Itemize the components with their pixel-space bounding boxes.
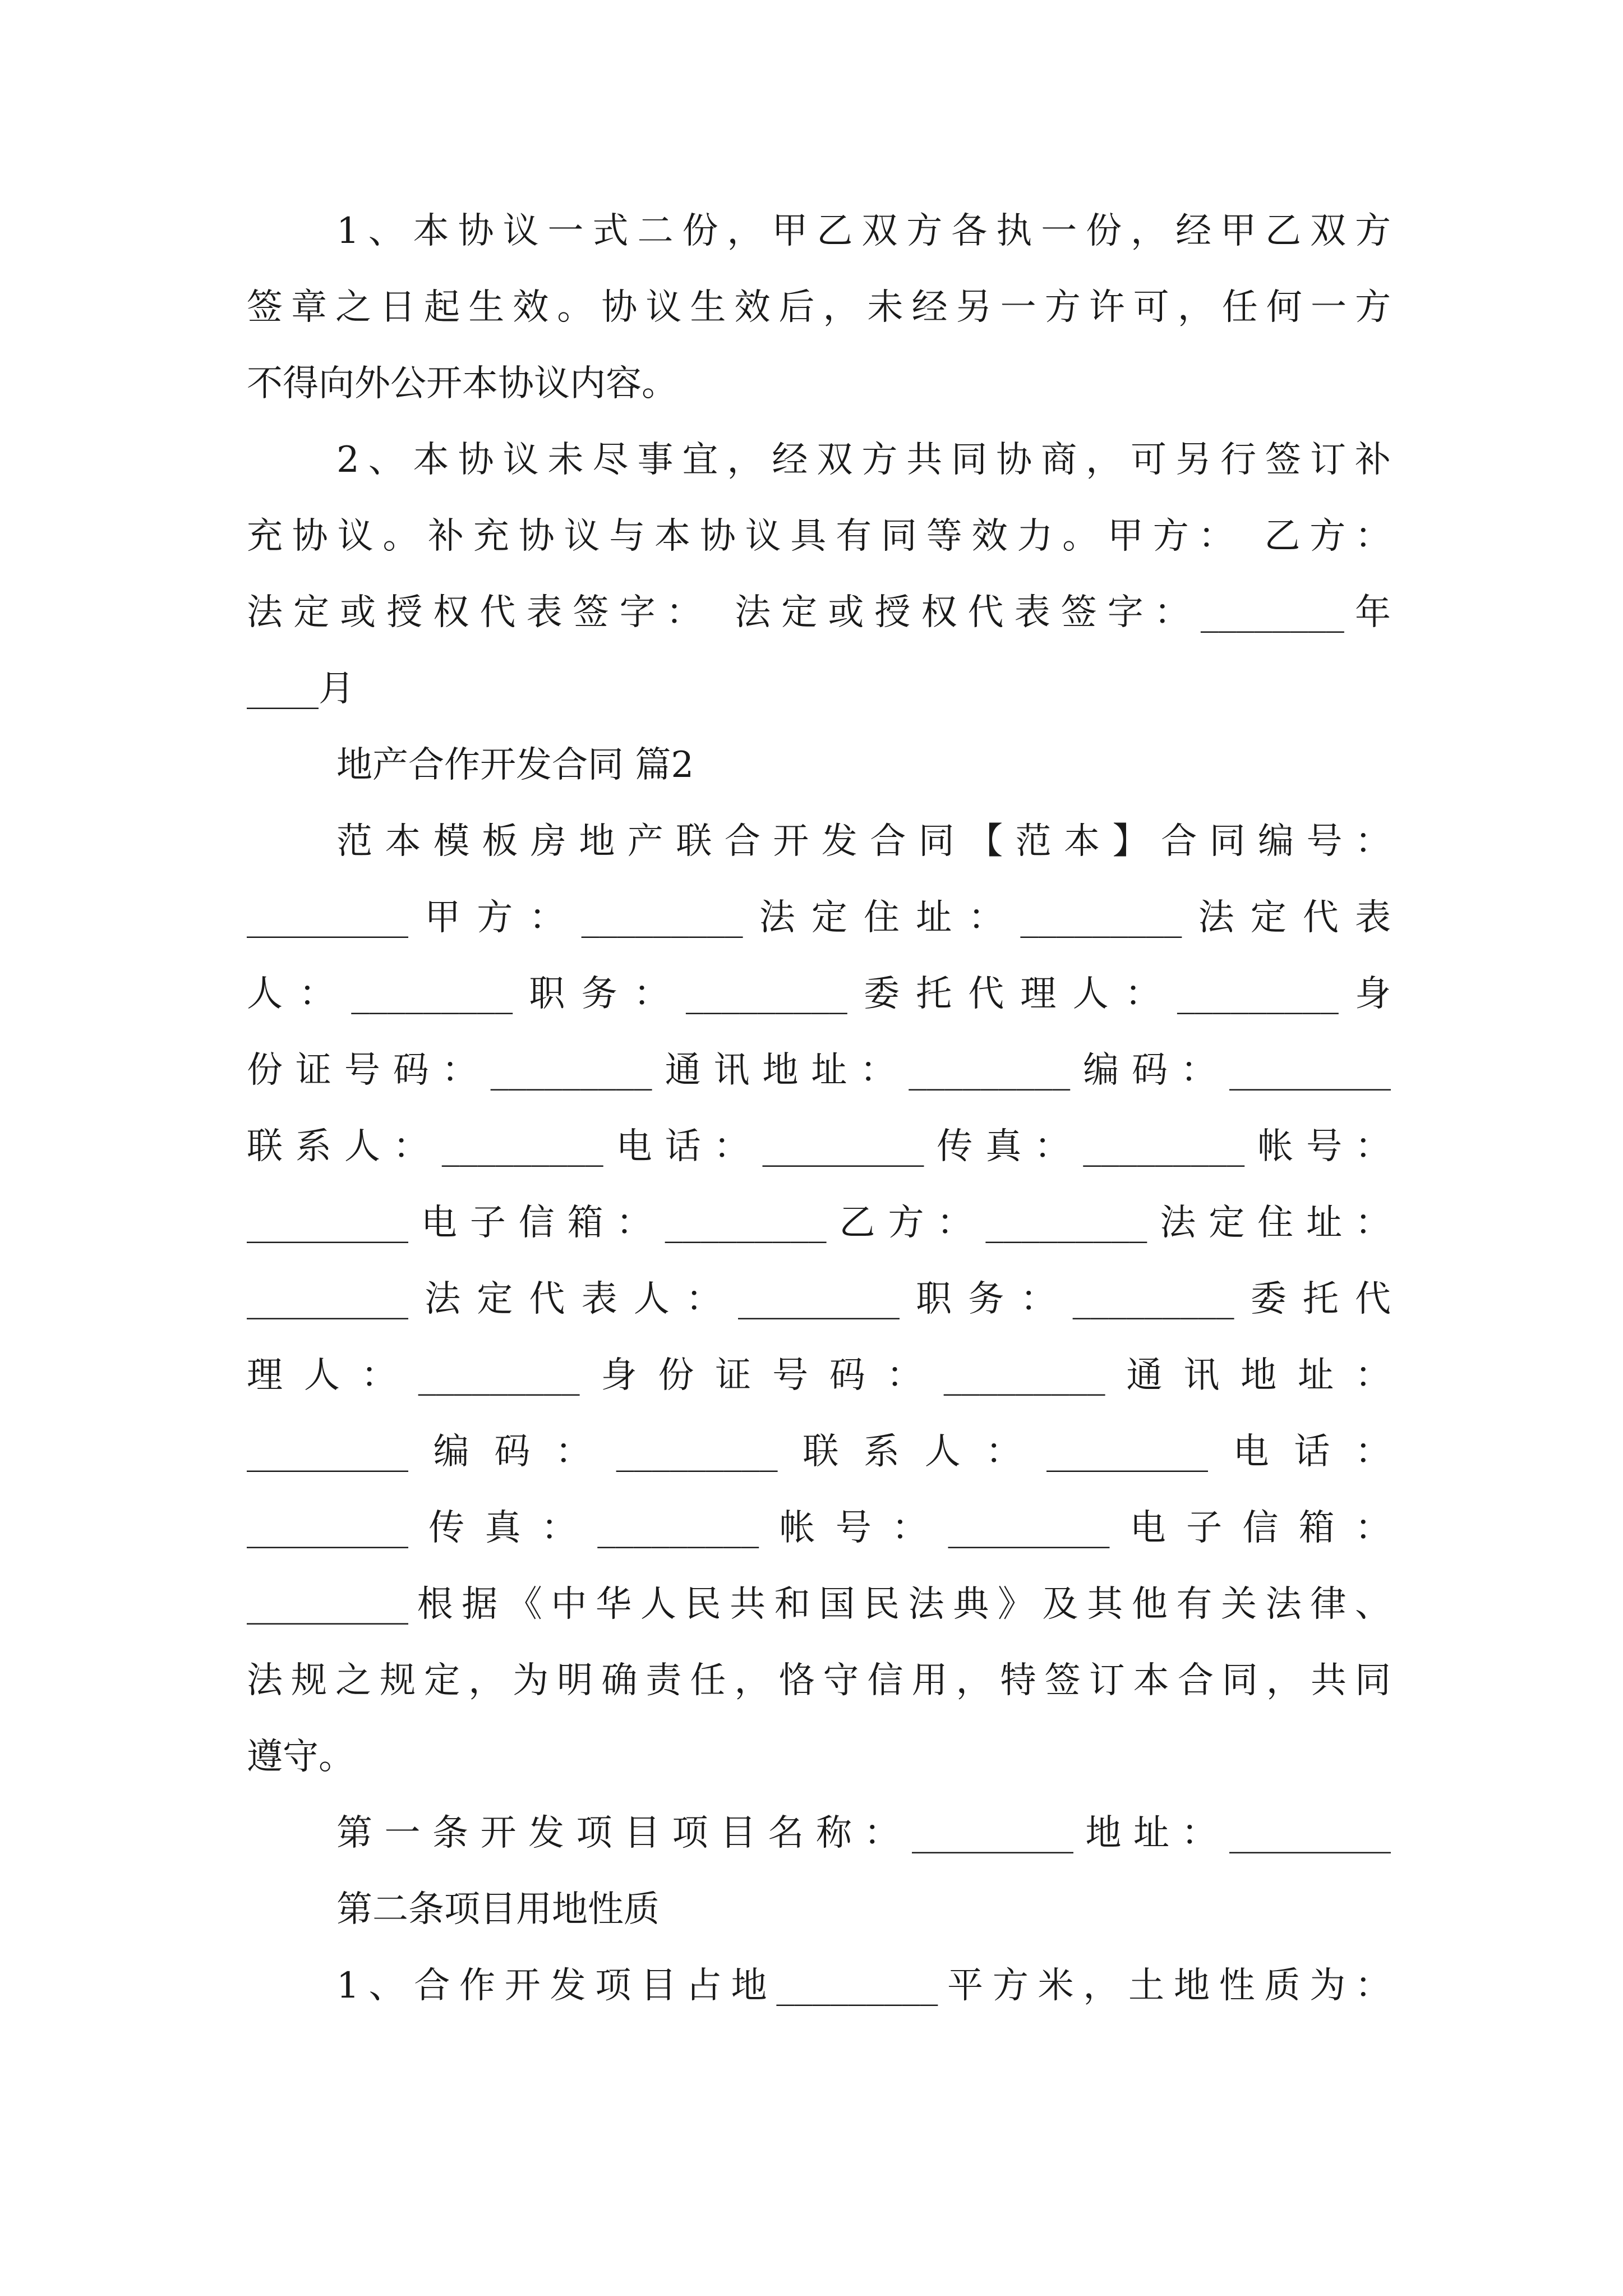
paragraph-line: 充协议。补充协议与本协议具有同等效力。甲方： 乙方： xyxy=(247,516,1391,557)
paragraph-line: 遵守。 xyxy=(247,1736,354,1778)
paragraph-line: 2、本协议未尽事宜，经双方共同协商，可另行签订补 xyxy=(336,439,1391,481)
paragraph-line: 签章之日起生效。协议生效后，未经另一方许可，任何一方 xyxy=(247,287,1391,328)
paragraph-line: 理人：_________身份证号码：_________通讯地址： xyxy=(247,1355,1391,1396)
paragraph-line: 范本模板房地产联合开发合同【范本】合同编号： xyxy=(336,821,1391,862)
paragraph-line: 1、本协议一式二份，甲乙双方各执一份，经甲乙双方 xyxy=(336,210,1391,252)
paragraph-line: 联系人：_________电话：_________传真：_________帐号： xyxy=(247,1126,1391,1167)
paragraph-line: 不得向外公开本协议内容。 xyxy=(247,363,677,404)
paragraph-line: 份证号码：_________通讯地址：_________编码：_________ xyxy=(247,1050,1391,1091)
paragraph-line: ____月 xyxy=(247,668,354,710)
paragraph-line: _________根据《中华人民共和国民法典》及其他有关法律、 xyxy=(247,1584,1391,1625)
clause-heading: 第二条项目用地性质 xyxy=(336,1889,660,1930)
paragraph-line: _________编码：_________联系人：_________电话： xyxy=(247,1431,1391,1473)
paragraph-line: _________法定代表人：_________职务：_________委托代 xyxy=(247,1278,1391,1320)
paragraph-line: 人：_________职务：_________委托代理人：_________身 xyxy=(247,973,1391,1015)
section-heading: 地产合作开发合同 篇2 xyxy=(336,744,694,786)
paragraph-line: _________传真：_________帐号：_________电子信箱： xyxy=(247,1507,1391,1549)
clause-line: 第一条开发项目项目名称：_________地址：_________ xyxy=(336,1812,1391,1854)
paragraph-line: _________甲方：_________法定住址：_________法定代表 xyxy=(247,897,1391,938)
paragraph-line: 法规之规定，为明确责任，恪守信用，特签订本合同，共同 xyxy=(247,1660,1391,1701)
paragraph-line: _________电子信箱：_________乙方：_________法定住址： xyxy=(247,1202,1391,1244)
clause-line: 1、合作开发项目占地_________平方米，土地性质为： xyxy=(336,1965,1391,2007)
paragraph-line: 法定或授权代表签字： 法定或授权代表签字：________年 xyxy=(247,592,1391,633)
